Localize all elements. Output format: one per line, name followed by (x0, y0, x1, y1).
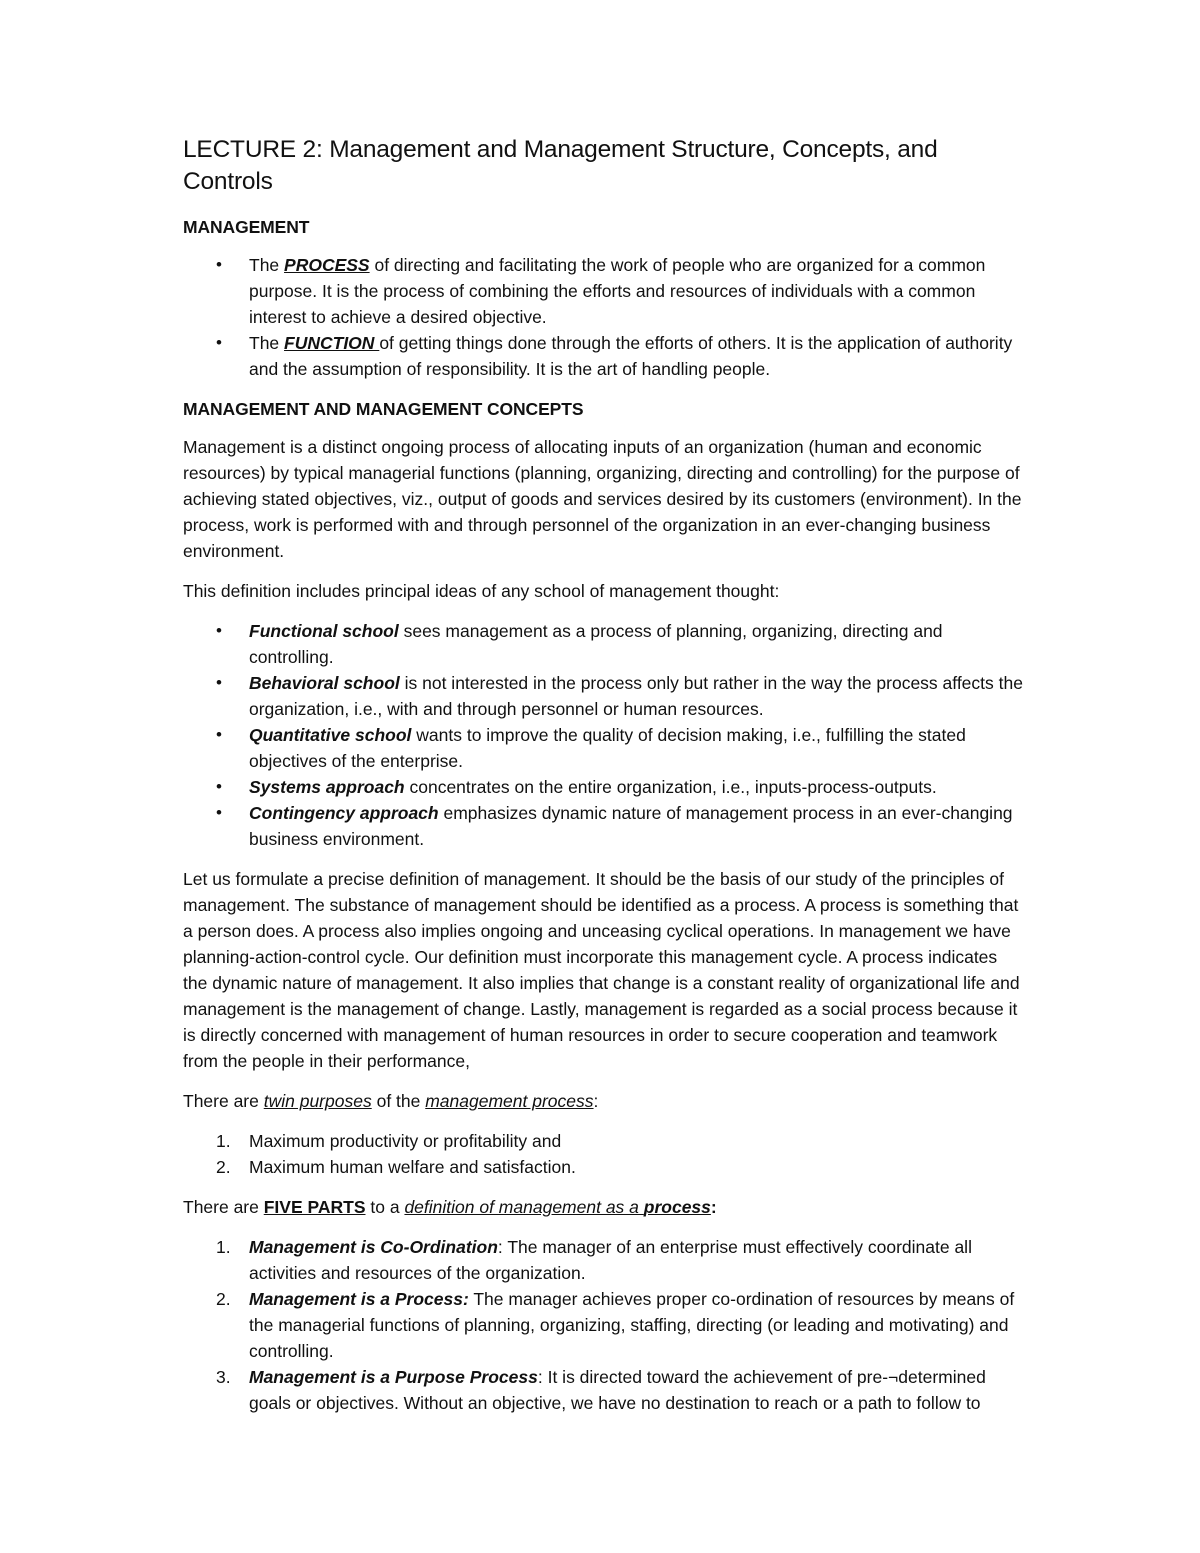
list-item (183, 618, 1023, 670)
section-heading-management: MANAGEMENT (183, 217, 310, 237)
list-item (183, 1128, 1023, 1154)
school-name: Functional school (249, 621, 399, 641)
item-number: 2. (216, 1157, 231, 1177)
school-text: emphasizes dynamic nature of management process in an ever-changing business environment. (249, 803, 1013, 849)
document-page (183, 134, 1023, 1430)
text: : (710, 1197, 717, 1217)
list-item (183, 722, 1023, 774)
part-text: : The manager of an enterprise must effectively coordinate all activities and resources of the organization. (249, 1237, 972, 1283)
text: to a (365, 1197, 405, 1217)
management-process-term: management process (425, 1091, 594, 1111)
school-name: Quantitative school (249, 725, 412, 745)
five-parts-term: FIVE PARTS (263, 1197, 366, 1217)
item-text: Maximum human welfare and satisfaction. (249, 1157, 576, 1177)
item-number: 2. (216, 1289, 231, 1309)
list-item (183, 774, 1023, 800)
part-text: : It is directed toward the achievement of pre-¬determined goals or objectives. Without an objective, we have no destination to reach or a path to follow to (249, 1367, 986, 1413)
text: : (593, 1091, 599, 1111)
page-title: LECTURE 2: Management and Management Structure, Concepts, and Controls (183, 136, 938, 195)
school-text: sees management as a process of planning, organizing, directing and controlling. (249, 621, 943, 667)
section-heading-concepts: MANAGEMENT AND MANAGEMENT CONCEPTS (183, 399, 584, 419)
process-term: process (643, 1197, 711, 1217)
part-name: Management is a Purpose Process (249, 1367, 538, 1387)
parts-list (183, 1234, 1023, 1416)
five-parts-intro (183, 1194, 1023, 1220)
text: There are (183, 1091, 264, 1111)
text: The (249, 255, 285, 275)
school-name: Behavioral school (249, 673, 400, 693)
management-definition-list (183, 252, 1023, 382)
list-item (183, 670, 1023, 722)
twin-purposes-term: twin purposes (263, 1091, 372, 1111)
part-text: The manager achieves proper co-ordination of resources by means of the managerial functions of planning, organizing, staffing, directing (or leading and motivating) and controlling. (249, 1289, 1015, 1361)
list-item (183, 1286, 1023, 1364)
part-name: Management is Co-Ordination (249, 1237, 498, 1257)
paragraph: Management is a distinct ongoing process of allocating inputs of an organization (human and economic resources) by typical managerial functions (planning, organizing, directing and controlling) for the purpose of achieving stated objectives, viz., output of goods and services desired by its customers (environment). In the process, work is performed with and through personnel of the organization in an ever-changing business environment. (183, 437, 1022, 561)
part-name: Management is a Process: (249, 1289, 469, 1309)
text: of the (371, 1091, 426, 1111)
item-number: 3. (216, 1367, 231, 1387)
school-name: Systems approach (249, 777, 405, 797)
text: The (249, 333, 285, 353)
text: There are (183, 1197, 264, 1217)
list-item (183, 800, 1023, 852)
definition-term: definition of management as a (404, 1197, 644, 1217)
list-item (183, 1234, 1023, 1286)
school-text: is not interested in the process only but rather in the way the process affects the organization, i.e., with and through personnel or human resources. (249, 673, 1023, 719)
list-item (183, 330, 1023, 382)
twin-purposes-intro (183, 1088, 1023, 1114)
school-name: Contingency approach (249, 803, 439, 823)
text: of getting things done through the efforts of others. It is the application of authority and the assumption of responsibility. It is the art of handling people. (249, 333, 1013, 379)
item-number: 1. (216, 1131, 231, 1151)
schools-list (183, 618, 1023, 852)
paragraph: This definition includes principal ideas of any school of management thought: (183, 581, 780, 601)
item-number: 1. (216, 1237, 231, 1257)
purposes-list (183, 1128, 1023, 1180)
list-item (183, 1154, 1023, 1180)
paragraph: Let us formulate a precise definition of management. It should be the basis of our study of the principles of management. The substance of management should be identified as a process. A process is something that a person does. A process also implies ongoing and unceasing cyclical operations. In management we have planning-action-control cycle. Our definition must incorporate this management cycle. A process indicates the dynamic nature of management. It also implies that change is a constant reality of organizational life and management is the management of change. Lastly, management is regarded as a social process because it is directly concerned with management of human resources in order to secure cooperation and teamwork from the people in their performance, (183, 869, 1020, 1071)
process-keyword: PROCESS (284, 255, 370, 275)
list-item (183, 1364, 1023, 1416)
item-text: Maximum productivity or profitability and (249, 1131, 562, 1151)
function-keyword: FUNCTION (284, 333, 380, 353)
list-item (183, 252, 1023, 330)
school-text: wants to improve the quality of decision making, i.e., fulfilling the stated objectives of the enterprise. (249, 725, 966, 771)
text: of directing and facilitating the work of people who are organized for a common purpose. It is the process of combining the efforts and resources of individuals with a common interest to achieve a desired objective. (249, 255, 986, 327)
school-text: concentrates on the entire organization, i.e., inputs-process-outputs. (404, 777, 937, 797)
